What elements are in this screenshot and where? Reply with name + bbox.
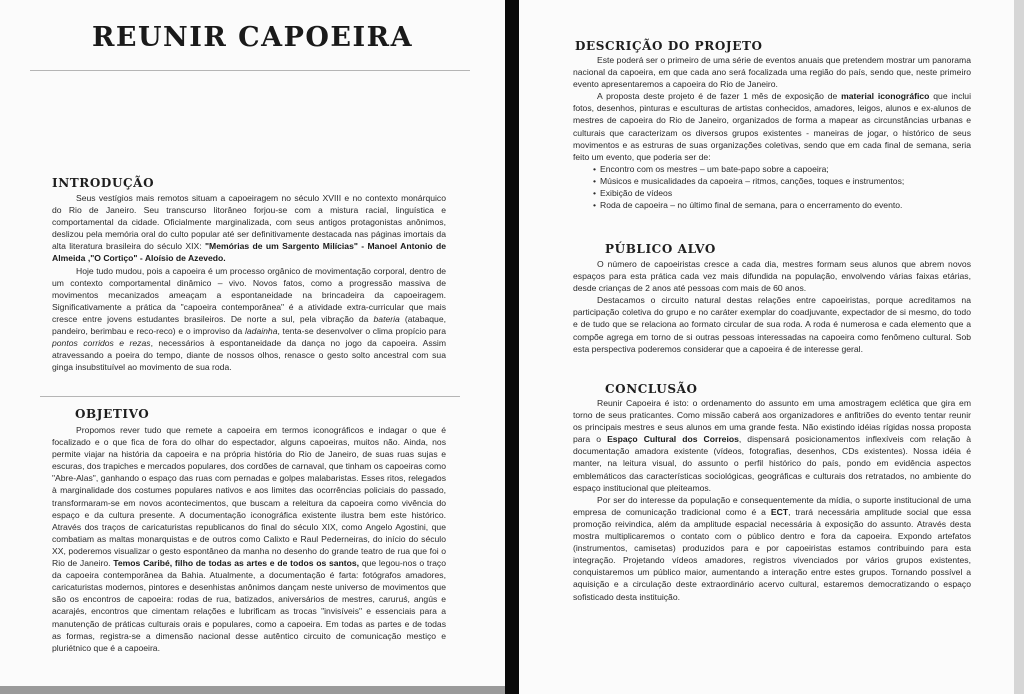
publico-paragraph-2: Destacamos o circuito natural destas relações entre capoeiristas, porque acreditamos na participação coletiva do grupo e no caráter exemplar do coadjuvante, expectador de si mesmo, do todo e de tudo que se relaciona ao formato circular de sua roda. A roda é numerosa e cada elemento que a compõe agrega em torno de si outras pessoas interessadas na capoeira como fenômeno cultural. Sob esta perspectiva poderemos considerar que a capoeira é de interesse geral. bbox=[573, 295, 971, 354]
conclusao-body bbox=[573, 397, 971, 603]
list-item: • Músicos e musicalidades da capoeira – ritmos, canções, toques e instrumentos; bbox=[593, 175, 905, 186]
left-page bbox=[0, 0, 505, 694]
introducao-paragraph-1: Seus vestígios mais remotos situam a capoeiragem no século XVIII e no contexto monárquico do Rio de Janeiro. Seu transcurso litorâneo forjou-se com a mistura racial, linguística e comportamental da cidade. Oficialmente marginalizada, com seus antigos protagonistas anônimos, deslizou pela memória oral do culto popular até ser definitivamente destacada nas páginas imortais da alta literatura brasileira do século XIX: "Memórias de um Sargento Milícias" - Manoel Antonio de Almeida ,"O Cortiço" - Aloísio de Azevedo. bbox=[52, 193, 446, 264]
introducao-heading: INTRODUÇÃO bbox=[52, 176, 155, 190]
conclusao-paragraph-2: Por ser do interesse da população e consequentemente da mídia, o suporte institucional de uma empresa de comunicação tradicional como é a ECT, trará necessária amplitude social que essa promoção reivindica, além da amplitude espacial necessária à exposição do assunto. Através desta mostra multiplicaremos o contato com o público dentro e fora da capoeira. Expondo artefatos (instrumentos, camisetas) produzidos para e por capoeiristas estamos contribuindo para esta integração. Projetando vídeos amadores, registros vivenciados por vários grupos existentes, conquistaremos um público maior, aumentando a interação entre estes grupos. Tornando possível a aquisição e a circulação deste extraordinário acervo cultural, estaremos democratizando o espaço sofisticado desta instituição. bbox=[573, 494, 971, 602]
conclusao-paragraph-1: Reunir Capoeira é isto: o ordenamento do assunto em uma amostragem eclética que gira em torno de seus praticantes. Como missão caberá aos organizadores e anfitriões do evento tentar reunir os principais mestres e seus alunos em uma grande festa. Não existindo idéias rígidas nossa proposta para o Espaço Cultural dos Correios, dispensará posicionamentos inflexíveis com relação à documentação amadora existente (vídeos, fotografias, desenhos, CDs existentes). Nossa idéia é manter, na leitura visual, do assunto o perfil histórico do país, pondo em evidência aspectos emblemáticos das características sociológicas, geográficas e culturais dos retratados, no ambiente do espaço institucional que pleiteamos. bbox=[573, 398, 971, 493]
descricao-paragraph-1: Este poderá ser o primeiro de uma série de eventos anuais que pretendem mostrar um panorama nacional da capoeira, em que cada ano será focalizada uma região do país, sendo que, neste primeiro evento apresentaremos a capoeira do Rio de Janeiro. bbox=[573, 55, 971, 90]
list-item: • Encontro com os mestres – um bate-papo sobre a capoeira; bbox=[593, 163, 829, 174]
objetivo-body bbox=[52, 424, 446, 654]
bullet-icon: • bbox=[593, 200, 597, 211]
document-title: REUNIR CAPOEIRA bbox=[91, 22, 414, 53]
page-edge-shadow bbox=[1014, 0, 1024, 694]
right-page bbox=[519, 0, 1024, 694]
descricao-paragraph-2: A proposta deste projeto é de fazer 1 mês de exposição de material iconográfico que inclui fotos, desenhos, pinturas e esculturas de artistas conhecidos, amadores, leigos, alunos e ex-alunos de mestres de capoeira do Rio de Janeiro, organizados de forma a mapear as circunstâncias urbanas e culturais que caracterizam os diversos grupos existentes - maneiras de jogar, o histórico de seus movimentos e as estruras de suas organizações coletivas, sendo que em cada final de semana, seria feito um evento, que poderia ser de: bbox=[573, 91, 971, 162]
publico-heading: PÚBLICO ALVO bbox=[605, 242, 716, 256]
descricao-body bbox=[573, 54, 971, 211]
publico-paragraph-1: O número de capoeiristas cresce a cada dia, mestres formam seus alunos que abrem novos espaços para esta prática cada vez mais difundida na população, envolvendo várias faixas etárias, desde crianças de 2 anos até pessoas com mais de 60 anos. bbox=[573, 259, 971, 294]
objetivo-heading: OBJETIVO bbox=[75, 407, 150, 421]
conclusao-heading: CONCLUSÃO bbox=[605, 382, 698, 396]
descricao-heading: DESCRIÇÃO DO PROJETO bbox=[575, 39, 763, 53]
bullet-icon: • bbox=[593, 175, 597, 186]
bullet-icon: • bbox=[593, 163, 597, 174]
introducao-body bbox=[52, 192, 446, 373]
bullet-icon: • bbox=[593, 188, 597, 199]
book-spine bbox=[505, 0, 519, 694]
introducao-paragraph-2: Hoje tudo mudou, pois a capoeira é um processo orgânico de movimentação corporal, dentro de um contexto comportamental dinâmico – vivo. Novos fatos, como a progressão massiva de movimentos mecanizados ameaçam a espontaneidade na brincadeira da capoeiragem. Significativamente a prática da "capoeira contemporânea" é a atividade extra-curricular que mais cresce entre jovens estudantes brasileiros. De norte a sul, pela vibração da bateria (atabaque, pandeiro, berimbau e reco-reco) e o improviso da ladainha, tenta-se desenvolver o clima propício para pontos corridos e rezas, necessários à espontaneidade da dança no jogo da capoeira. Assim atravessando a poeira do tempo, diante de nossos olhos, renasce o gesto solto ancestral com sua ginga insubstituível ao movimento de sua roda. bbox=[52, 265, 446, 373]
publico-body bbox=[573, 258, 971, 355]
event-list bbox=[573, 163, 971, 211]
title-divider bbox=[30, 70, 470, 71]
objetivo-paragraph: Propomos rever tudo que remete a capoeira em termos iconográficos e indagar o que é focalizado e o que fica de fora do olhar do espectador, alguns capoeiras, muitos não. Ainda, nos permite viajar na história da capoeira e na própria história do Rio de Janeiro, de suas ruas sujas e escuras, dos trapiches e mercados populares, dos cordões de carnaval, que tinham os capoeiras como "Abre-Alas", ganhando o espaço das ruas com pernadas e golpes malabaristas. Esses ritos, relegados à marginalidade dos costumes populares nativos e aos limites das ocorrências policiais do passado, transformaram-se em novos acontecimentos, que buscam a releitura da capoeira como vivência do espaço e da cultura presente. A documentação iconográfica existente ilustra bem este histórico. Através dos traços de caricaturistas republicanos do final do século XIX, como Angelo Agostini, que combatiam as maltas monarquistas e de outros como Calixto e Raul Pederneiras, do início do século XX, poderemos visualizar o gesto espontâneo da manha no desenho do grande teatro de rua que foi o Rio de Janeiro. Temos Caribé, filho de todas as artes e de todos os santos, que legou-nos o traço da capoeira contemporânea da Bahia. Atualmente, a documentação é farta: fotógrafos amadores, caricaturistas modernos, pintores e desenhistas anônimos dançam neste universo de movimentos que são os encontros de capoeira: rodas de rua, batizados, aniversários de mestres, caruruś, angús e acarajés, encontros que cimentam relações e lubrificam as trocas "invisíveis" e essenciais para a manutenção de práticas culturais orais e populares, como a capoeira. Em todas as partes e de todas as formas, registra-se a dimensão nacional desse autêntico circuito de comunicação mestiço e pluriétnico que é a capoeira. bbox=[52, 425, 446, 653]
page-bottom-shadow bbox=[0, 686, 505, 694]
list-item: • Exibição de vídeos bbox=[593, 188, 673, 199]
list-item: • Roda de capoeira – no último final de semana, para o encerramento do evento. bbox=[593, 200, 903, 211]
section-divider bbox=[40, 396, 460, 397]
